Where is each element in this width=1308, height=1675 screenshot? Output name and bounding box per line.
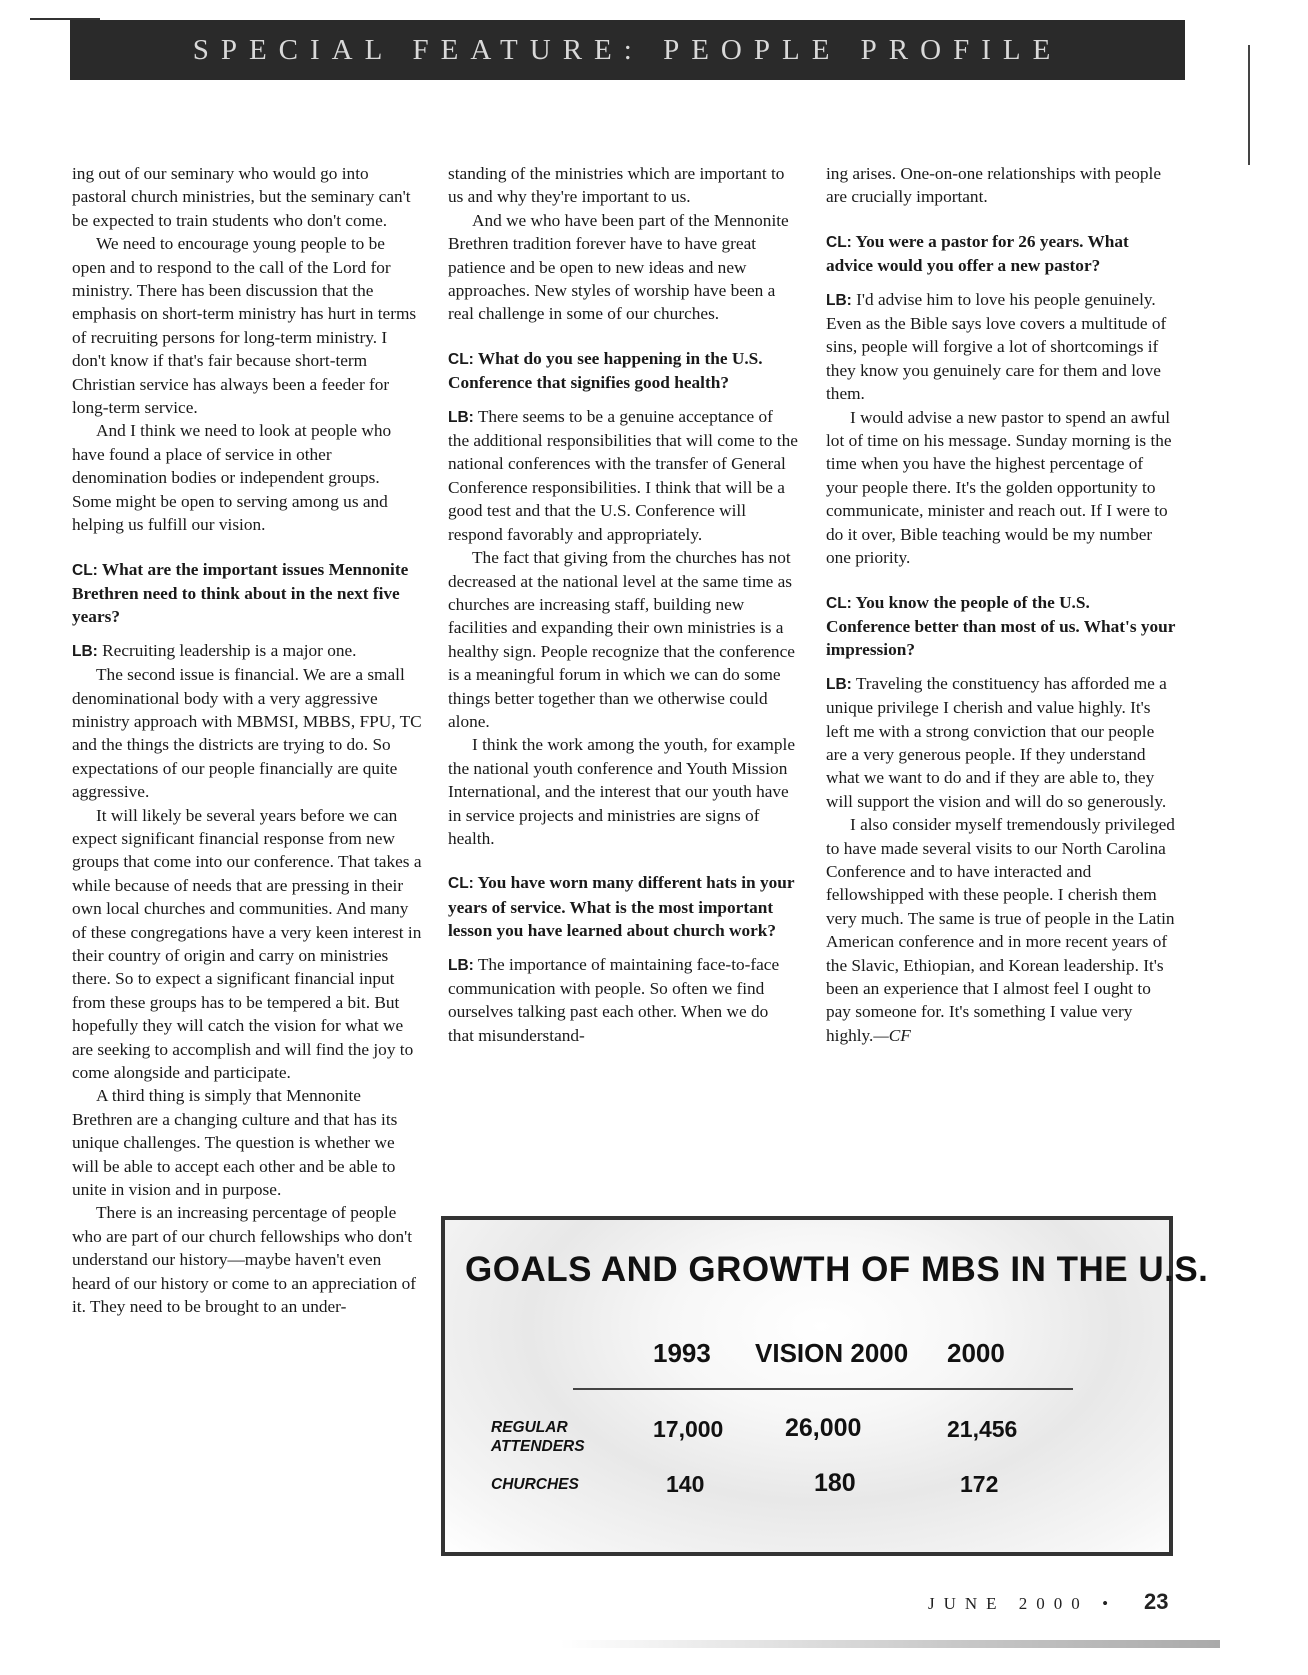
interview-answer	[826, 288, 1176, 406]
paragraph: And we who have been part of the Mennonite Brethren tradition forever have to have great patience and be open to new ideas and new approaches. New styles of worship have been a real challenge in some of our churches.	[448, 210, 789, 324]
cell-attenders-2000: 21,456	[947, 1416, 1018, 1442]
right-margin-rule	[1248, 45, 1250, 165]
interview-question	[826, 230, 1176, 278]
column-header-vision-2000: VISION 2000	[755, 1338, 909, 1368]
interview-answer	[72, 639, 422, 663]
interview-question	[448, 347, 798, 395]
paragraph: And I think we need to look at people who have found a place of service in other denomination bodies or independent groups. Some might be open to serving among us and helping us fulfill our vision.	[72, 421, 392, 535]
paragraph: ing arises. One-on-one relationships with people are crucially important.	[826, 164, 1161, 207]
speaker-label-lb: LB:	[826, 675, 852, 693]
paragraph: A third thing is simply that Mennonite Brethren are a changing culture and that has its unique challenges. The question is whether we will be able to accept each other and be able to unite in vision and in purpose.	[72, 1086, 398, 1200]
speaker-label-cl: CL:	[448, 875, 474, 893]
interview-answer	[448, 405, 798, 546]
bottom-scan-band	[560, 1640, 1220, 1648]
paragraph: We need to encourage young people to be open and to respond to the call of the Lord for ministry. There has been discussion that the emphasis on short-term ministry has hurt in terms of recruiting persons for long-term ministry. I don't know if that's fair because short-term Christian service has always been a feeder for long-term service.	[72, 234, 417, 418]
row-label-regular-attenders: REGULAR ATTENDERS	[491, 1419, 585, 1455]
paragraph: It will likely be several years before we can expect significant financial response from new groups that come into our conference. That takes a while because of needs that are pressing in their own local churches and communities. And many of these congregations have a very keen interest in their country of origin and carry on ministries there. So to expect a significant financial input from these groups has to be tempered a bit. But hopefully they will catch the vision for what we are seeking to accomplish and will find the joy to come alongside and participate.	[72, 805, 422, 1083]
question-text: What are the important issues Mennonite Brethren need to think about in the next five years?	[72, 559, 409, 627]
cell-churches-1993: 140	[666, 1471, 705, 1497]
cell-attenders-1993: 17,000	[653, 1416, 724, 1442]
question-text: You were a pastor for 26 years. What advice would you offer a new pastor?	[826, 231, 1129, 276]
article-column-2	[448, 162, 798, 1047]
section-header-bar	[70, 20, 1185, 80]
interview-answer	[826, 672, 1176, 813]
paragraph-text: I also consider myself tremendously privileged to have made several visits to our North Carolina Conference and to have interacted and fellowshipped with these people. I cherish them very much. The same is true of people in the Latin American conference and in more recent years of the Slavic, Ethiopian, and Korean leadership. It's been an experience that I almost feel I ought to pay someone for. It's something I value very highly.	[826, 815, 1175, 1045]
paragraph: ing out of our seminary who would go into pastoral church ministries, but the seminary can't be expected to train students who don't come.	[72, 164, 411, 230]
question-text: You have worn many different hats in your years of service. What is the most important lesson you have learned about church work?	[448, 873, 795, 941]
answer-text: There seems to be a genuine acceptance of the additional responsibilities that will come to the national conferences with the transfer of General Conference responsibilities. I think that will be a good test and that the U.S. Conference will respond favorably and appropriately.	[448, 406, 798, 544]
box-title: GOALS AND GROWTH OF MBS IN THE U.S.	[465, 1250, 1209, 1289]
row-label-churches: CHURCHES	[491, 1476, 579, 1493]
paragraph: The fact that giving from the churches has not decreased at the national level at the same time as churches are increasing staff, building new facilities and expanding their own ministries is a healthy sign. People recognize that the conference is a meaningful forum in which we can do some things better together than we otherwise could alone.	[448, 548, 795, 731]
paragraph: There is an increasing percentage of people who are part of our church fellowships who don't understand our history—maybe haven't even heard of our history or come to an appreciation of it. They need to be brought to an under-	[72, 1203, 417, 1317]
question-text: You know the people of the U.S. Conference better than most of us. What's your impression?	[826, 592, 1176, 660]
column-header-2000: 2000	[947, 1338, 1005, 1368]
interview-question	[72, 558, 422, 629]
author-signature: —CF	[873, 1025, 911, 1045]
interview-answer	[448, 953, 798, 1048]
speaker-label-lb: LB:	[448, 956, 474, 974]
speaker-label-cl: CL:	[72, 561, 98, 579]
cell-attenders-vision: 26,000	[785, 1414, 862, 1442]
speaker-label-cl: CL:	[826, 233, 852, 251]
paragraph: I think the work among the youth, for example the national youth conference and Youth Mission International, and the interest that our youth have in service projects and ministries are signs of health.	[448, 735, 795, 848]
speaker-label-lb: LB:	[448, 408, 474, 426]
speaker-label-cl: CL:	[826, 594, 852, 612]
cell-churches-vision: 180	[814, 1469, 856, 1497]
cell-churches-2000: 172	[960, 1471, 999, 1497]
speaker-label-lb: LB:	[72, 642, 98, 660]
speaker-label-lb: LB:	[826, 291, 852, 309]
goals-growth-box	[441, 1216, 1209, 1556]
paragraph: I would advise a new pastor to spend an awful lot of time on his message. Sunday morning is the time when you have the highest percentage of your people there. It's the golden opportunity to communicate, minister and reach out. If I were to do it over, Bible teaching would be my number one priority.	[826, 407, 1172, 568]
answer-text: I'd advise him to love his people genuinely. Even as the Bible says love covers a multitude of sins, people will forgive a lot of shortcomings if they know you genuinely care for them and love them.	[826, 289, 1167, 404]
bullet: •	[1102, 1594, 1118, 1613]
paragraph: The second issue is financial. We are a small denominational body with a very aggressive ministry approach with MBMSI, MBBS, FPU, TC and the things the districts are trying to do. So expectations of our people financially are quite aggressive.	[72, 665, 422, 802]
interview-question	[448, 871, 798, 942]
interview-question	[826, 591, 1176, 662]
issue-date	[928, 1594, 1117, 1614]
column-header-1993: 1993	[653, 1338, 711, 1368]
article-column-1	[72, 162, 422, 1319]
question-text: What do you see happening in the U.S. Conference that signifies good health?	[448, 348, 763, 393]
article-column-3	[826, 162, 1176, 1047]
paragraph	[826, 813, 1176, 1047]
page-number: 23	[1144, 1589, 1169, 1614]
speaker-label-cl: CL:	[448, 350, 474, 368]
answer-text: The importance of maintaining face-to-face communication with people. So often we find ourselves talking past each other. When we do that misunderstand-	[448, 954, 780, 1045]
header-rule	[573, 1388, 1073, 1390]
answer-text: Traveling the constituency has afforded me a unique privilege I cherish and value highly. It's left me with a strong conviction that our people are a very generous people. If they understand what we want to do and if they are able to, they will support the vision and will do so generously.	[826, 673, 1167, 811]
paragraph: standing of the ministries which are important to us and why they're important to us.	[448, 164, 785, 207]
issue-text: JUNE 2000	[928, 1594, 1089, 1613]
section-header-title: SPECIAL FEATURE: PEOPLE PROFILE	[192, 33, 1063, 66]
answer-text: Recruiting leadership is a major one.	[102, 640, 357, 660]
